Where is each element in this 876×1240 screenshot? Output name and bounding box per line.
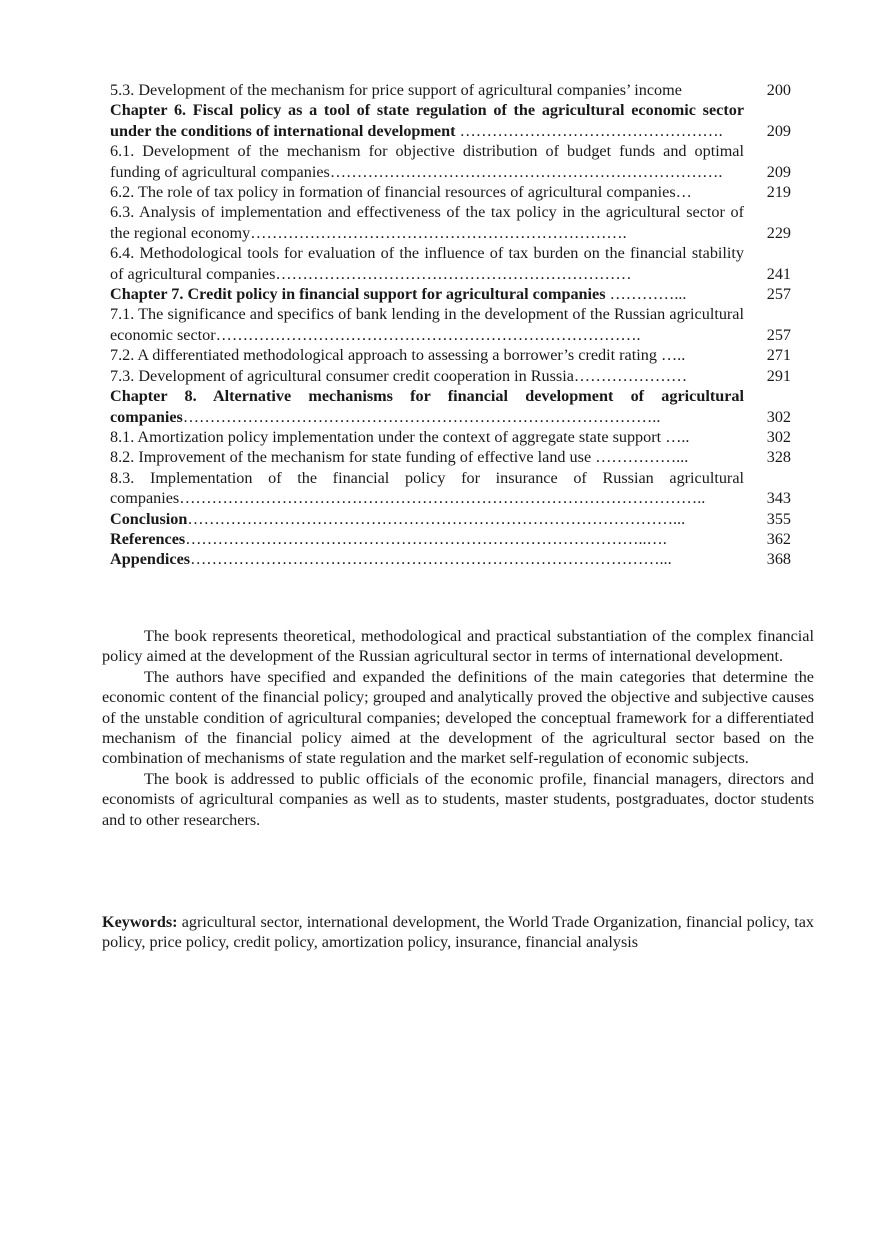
toc-entry-title: 8.1. Amortization policy implementation under the context of aggregate state support bbox=[110, 427, 662, 446]
toc-entry-leader: ………………… bbox=[573, 366, 688, 385]
toc-entry-title: Chapter 6. Fiscal policy as a tool of state regulation of the agricultural economic sector under the conditions of international development bbox=[110, 101, 744, 140]
toc-entry-title: 7.2. A differentiated methodological approach to assessing a borrower’s credit rating bbox=[110, 346, 657, 365]
toc-entry[interactable] bbox=[110, 80, 794, 100]
keywords bbox=[102, 912, 814, 953]
toc-entry[interactable] bbox=[110, 141, 794, 182]
toc-entry[interactable] bbox=[110, 182, 794, 202]
toc-entry-title: 7.1. The significance and specifics of bank lending in the development of the Russian agricultural economic sector bbox=[110, 305, 744, 344]
toc-entry[interactable] bbox=[110, 304, 794, 345]
toc-entry[interactable] bbox=[110, 202, 794, 243]
toc-entry-page: 355 bbox=[766, 509, 791, 528]
toc-entry-page: 257 bbox=[766, 325, 791, 344]
toc-entry[interactable] bbox=[110, 366, 794, 386]
toc-entry-title: 6.1. Development of the mechanism for objective distribution of budget funds and optimal funding of agricultural companies bbox=[110, 142, 744, 181]
toc-entry-leader: …………………………………………………………………………………….. bbox=[179, 489, 706, 508]
keywords-label: Keywords: bbox=[102, 913, 178, 931]
toc-entry-title: 6.2. The role of tax policy in formation of financial resources of agricultural companies bbox=[110, 183, 676, 202]
toc-entry-leader: … bbox=[675, 183, 692, 202]
toc-entry[interactable] bbox=[110, 427, 794, 447]
toc-entry[interactable] bbox=[110, 468, 794, 509]
toc-entry-title: 6.3. Analysis of implementation and effectiveness of the tax policy in the agricultural sector of the regional economy bbox=[110, 203, 744, 242]
toc-entry-leader: ……………………………………………………………………. bbox=[215, 325, 641, 344]
toc-entry-title: 8.2. Improvement of the mechanism for state funding of effective land use bbox=[110, 448, 592, 467]
toc-entry-title: Chapter 7. Credit policy in financial support for agricultural companies bbox=[110, 285, 606, 304]
abstract-paragraph: The authors have specified and expanded the definitions of the main categories that determine the economic content of the financial policy; grouped and analytically proved the objective and subjective causes of the unstable condition of agricultural companies; developed the conceptual framework for a differentiated mechanism of the financial policy aimed at the development of the agricultural sector based on the combination of mechanisms of state regulation and the market self-regulation of economic subjects. bbox=[102, 667, 814, 768]
toc-entry-page: 302 bbox=[766, 407, 791, 426]
toc-entry-leader: ….. bbox=[661, 427, 690, 446]
toc-entry-page: 219 bbox=[766, 183, 791, 202]
toc-entry-title: Appendices bbox=[110, 550, 191, 569]
toc-entry-references[interactable] bbox=[110, 529, 794, 549]
toc-entry-title: Chapter 8. Alternative mechanisms for financial development of agricultural companies bbox=[110, 387, 744, 426]
abstract bbox=[102, 626, 814, 830]
toc-entry-page: 343 bbox=[766, 489, 791, 508]
toc-entry-title: 8.3. Implementation of the financial policy for insurance of Russian agricultural companies bbox=[110, 468, 744, 508]
toc-entry-title: References bbox=[110, 529, 186, 548]
toc-entry-leader: ……………………………………………………………………………... bbox=[190, 550, 672, 569]
toc-chapter-entry[interactable] bbox=[110, 284, 794, 304]
toc-entry-leader: ……………………………………………………………. bbox=[250, 223, 627, 242]
toc-entry-leader: ……………... bbox=[591, 448, 689, 467]
toc-entry-page: 328 bbox=[766, 448, 791, 467]
toc-entry-leader: ………………………………………………………… bbox=[275, 264, 632, 283]
toc-entry-leader: ………………………………………………………………………………... bbox=[187, 509, 686, 528]
toc-entry-leader: …………………………………………………………………………..…. bbox=[185, 529, 667, 548]
toc-entry-leader: ….. bbox=[656, 346, 686, 365]
toc-chapter-entry[interactable] bbox=[110, 386, 794, 427]
toc-entry-page: 302 bbox=[766, 427, 791, 446]
toc-entry-leader: ………………………………………………………………. bbox=[329, 162, 723, 181]
toc-entry-conclusion[interactable] bbox=[110, 509, 794, 529]
toc-entry[interactable] bbox=[110, 243, 794, 284]
toc-entry-page: 229 bbox=[766, 223, 791, 242]
toc-entry-page: 209 bbox=[766, 162, 791, 181]
toc-entry-title: 6.4. Methodological tools for evaluation of the influence of tax burden on the financial stability of agricultural companies bbox=[110, 244, 744, 283]
abstract-paragraph: The book represents theoretical, methodological and practical substantiation of the complex financial policy aimed at the development of the Russian agricultural sector in terms of international development. bbox=[102, 627, 814, 666]
toc-entry-appendices[interactable] bbox=[110, 549, 794, 569]
toc-entry-leader: …………………………………………. bbox=[455, 121, 723, 140]
toc-chapter-entry[interactable] bbox=[110, 100, 794, 141]
table-of-contents bbox=[110, 80, 794, 570]
toc-entry-page: 241 bbox=[766, 264, 791, 283]
toc-entry-page: 200 bbox=[766, 81, 791, 99]
toc-entry-title: 7.3. Development of agricultural consumer credit cooperation in Russia bbox=[110, 366, 574, 385]
toc-entry-page: 368 bbox=[766, 550, 791, 569]
toc-entry-leader: …………... bbox=[605, 285, 687, 304]
toc-entry-page: 291 bbox=[766, 366, 791, 385]
toc-entry-title: 5.3. Development of the mechanism for price support of agricultural companies’ income bbox=[110, 81, 682, 99]
keywords-text: agricultural sector, international development, the World Trade Organization, financial policy, tax policy, price policy, credit policy, amortization policy, insurance, financial analysis bbox=[102, 913, 815, 952]
toc-entry-page: 209 bbox=[766, 121, 791, 140]
toc-entry-title: Conclusion bbox=[110, 509, 188, 528]
abstract-paragraph: The book is addressed to public officials of the economic profile, financial managers, directors and economists of agricultural companies as well as to students, master students, postgraduates, doctor students and to other researchers. bbox=[102, 769, 814, 829]
toc-entry[interactable] bbox=[110, 345, 794, 365]
toc-entry-page: 362 bbox=[766, 529, 791, 548]
toc-entry[interactable] bbox=[110, 447, 794, 467]
toc-entry-page: 257 bbox=[766, 285, 791, 304]
toc-entry-leader: …………………………………………………………………………….. bbox=[182, 407, 661, 426]
toc-entry-page: 271 bbox=[766, 346, 791, 365]
